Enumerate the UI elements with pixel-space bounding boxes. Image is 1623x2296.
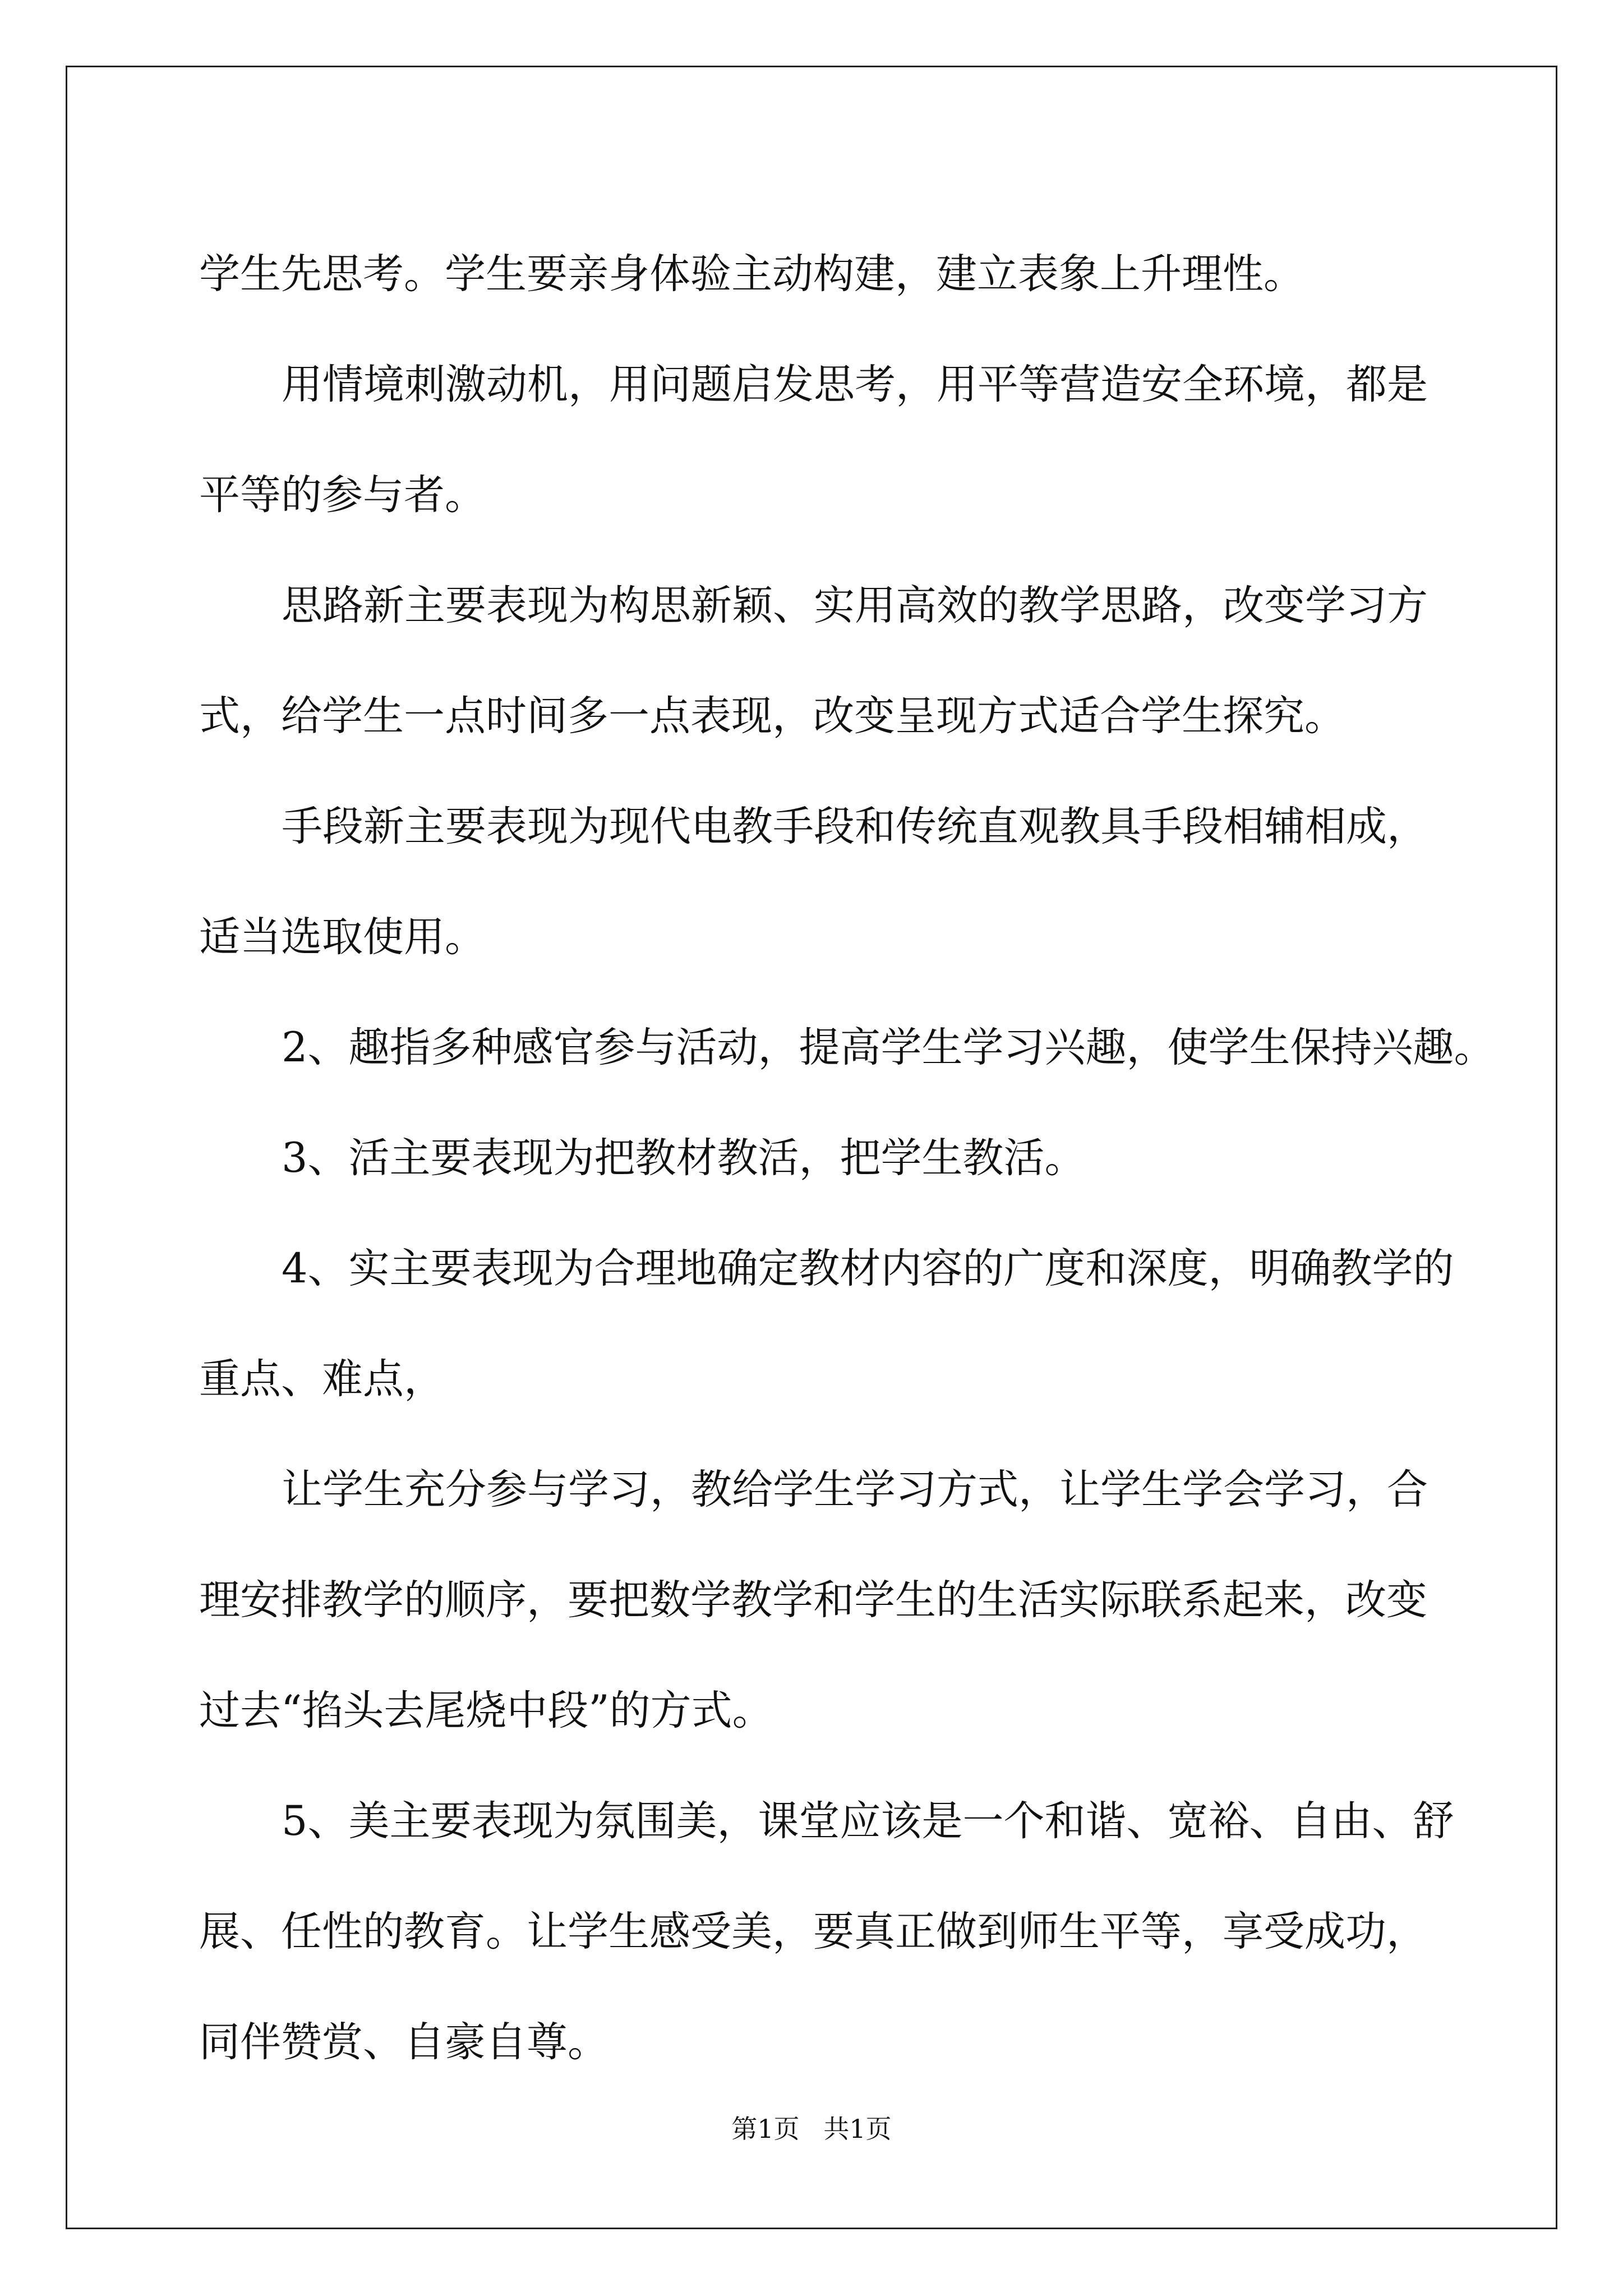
text-line: 3、活主要表现为把教材教活，把学生教活。 xyxy=(282,1134,1086,1182)
text-line: 让学生充分参与学习，教给学生学习方式，让学生学会学习，合 xyxy=(282,1466,1428,1513)
text-line: 平等的参与者。 xyxy=(199,471,486,519)
page-number-current: 第1页 xyxy=(731,2114,800,2144)
text-line: 同伴赞赏、自豪自尊。 xyxy=(199,2018,608,2066)
text-line: 用情境刺激动机，用问题启发思考，用平等营造安全环境，都是 xyxy=(282,361,1428,408)
page-footer xyxy=(0,2112,1623,2146)
text-line: 5、美主要表现为氛围美，课堂应该是一个和谐、宽裕、自由、舒 xyxy=(282,1797,1454,1845)
text-line: 4、实主要表现为合理地确定教材内容的广度和深度，明确教学的 xyxy=(282,1245,1454,1292)
text-line: 理安排教学的顺序，要把数学教学和学生的生活实际联系起来，改变 xyxy=(199,1576,1427,1624)
text-line: 重点、难点， xyxy=(199,1355,445,1403)
text-line: 式，给学生一点时间多一点表现，改变呈现方式适合学生探究。 xyxy=(199,692,1345,740)
text-line: 适当选取使用。 xyxy=(199,913,486,961)
text-line: 学生先思考。学生要亲身体验主动构建，建立表象上升理性。 xyxy=(199,250,1304,298)
text-line: 思路新主要表现为构思新颖、实用高效的教学思路，改变学习方 xyxy=(282,582,1428,629)
document-body xyxy=(199,219,1495,2097)
text-line: 过去“掐头去尾烧中段”的方式。 xyxy=(199,1687,773,1734)
text-line: 展、任性的教育。让学生感受美，要真正做到师生平等，享受成功， xyxy=(199,1908,1427,1955)
text-line: 手段新主要表现为现代电教手段和传统直观教具手段相辅相成， xyxy=(282,803,1428,850)
text-line: 2、趣指多种感官参与活动，提高学生学习兴趣，使学生保持兴趣。 xyxy=(282,1024,1495,1071)
page-number-total: 共1页 xyxy=(823,2114,892,2144)
